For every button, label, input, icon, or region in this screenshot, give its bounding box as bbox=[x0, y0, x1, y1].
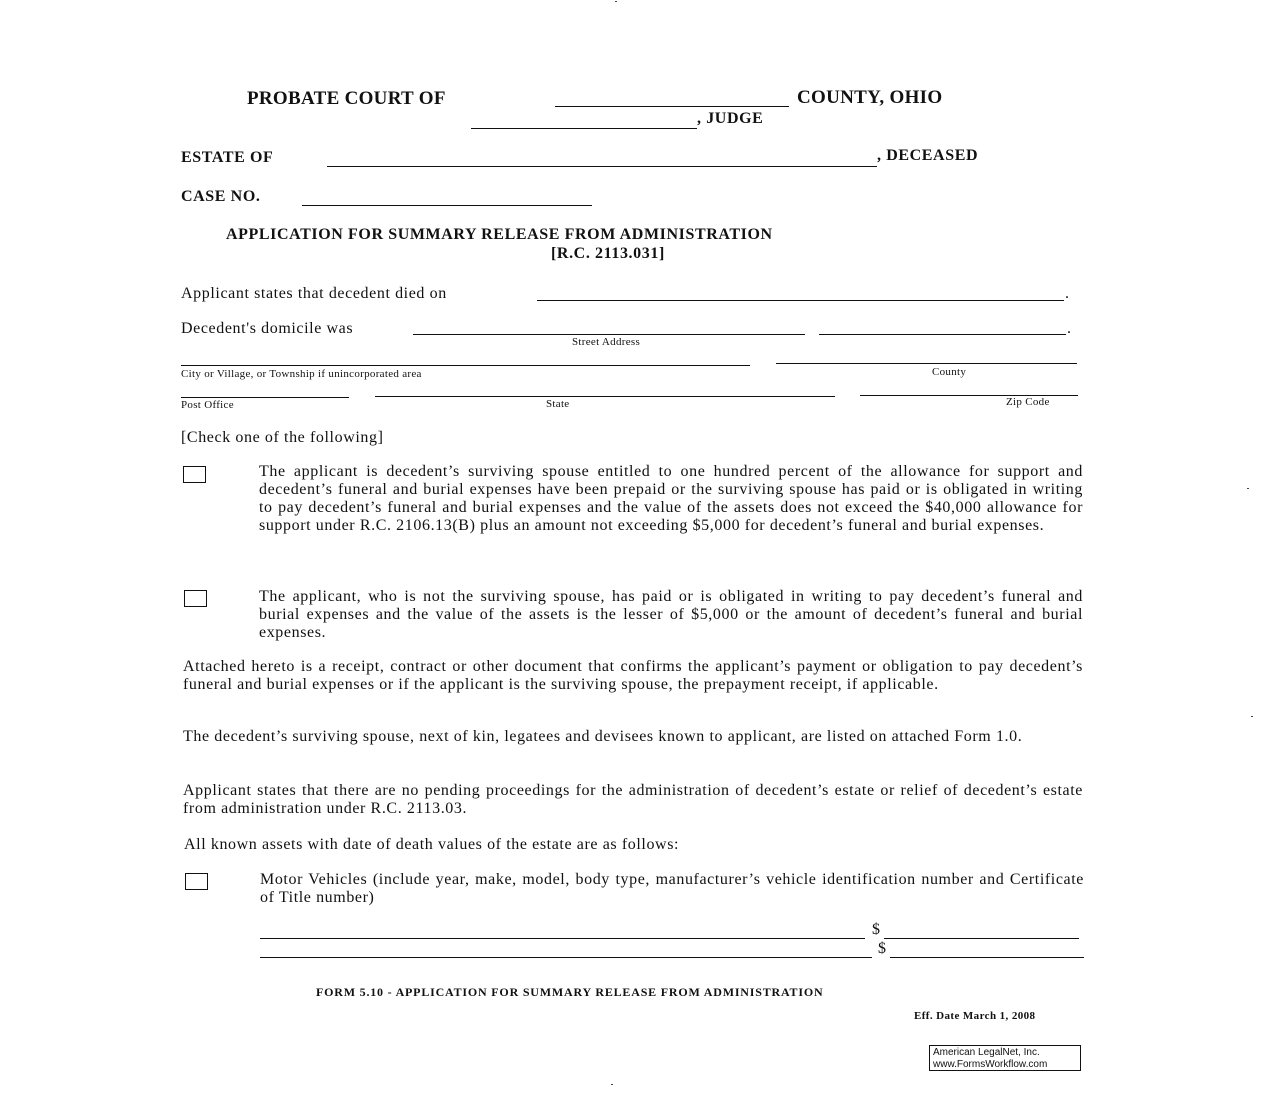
next-of-kin-paragraph: The decedent’s surviving spouse, next of kin, legatees and devisees known to applicant, are listed on attached Form 1.0. bbox=[183, 728, 1023, 745]
city-blank[interactable] bbox=[181, 365, 750, 366]
decedent-name-blank[interactable] bbox=[327, 166, 877, 167]
post-office-caption: Post Office bbox=[181, 399, 234, 411]
surviving-spouse-checkbox[interactable] bbox=[183, 466, 206, 483]
case-number-blank[interactable] bbox=[302, 205, 592, 206]
motor-vehicles-text: Motor Vehicles (include year, make, model, body type, manufacturer’s vehicle identification number and Certificate of Title number) bbox=[260, 871, 1084, 906]
street-address-blank[interactable] bbox=[413, 334, 805, 335]
judge-name-blank[interactable] bbox=[471, 128, 697, 129]
vehicle-description-blank-1[interactable] bbox=[260, 938, 865, 939]
domicile-period: . bbox=[1067, 320, 1072, 337]
scan-speck bbox=[615, 1, 617, 2]
logo-website: www.FormsWorkflow.com bbox=[933, 1059, 1048, 1070]
court-prefix: PROBATE COURT OF bbox=[247, 88, 446, 109]
court-suffix: COUNTY, OHIO bbox=[797, 87, 943, 108]
case-number-label: CASE NO. bbox=[181, 188, 261, 205]
estate-label: ESTATE OF bbox=[181, 149, 274, 166]
post-office-blank[interactable] bbox=[181, 397, 349, 398]
scan-speck bbox=[611, 1084, 613, 1085]
domicile-label: Decedent's domicile was bbox=[181, 320, 354, 337]
zip-code-caption: Zip Code bbox=[1006, 396, 1050, 408]
scan-speck bbox=[1247, 488, 1249, 489]
state-caption: State bbox=[546, 398, 570, 410]
died-on-period: . bbox=[1065, 285, 1070, 302]
no-pending-proceedings-paragraph: Applicant states that there are no pending proceedings for the administration of decedent’s estate or relief of decedent’s estate from administration under R.C. 2113.03. bbox=[183, 782, 1083, 817]
city-caption: City or Village, or Township if unincorporated area bbox=[181, 368, 422, 380]
attached-receipt-paragraph: Attached hereto is a receipt, contract or other document that confirms the applicant’s payment or obligation to pay decedent’s funeral and burial expenses or if the applicant is the surviving spouse, the prepayment receipt, if applicable. bbox=[183, 658, 1083, 693]
logo-company: American LegalNet, Inc. bbox=[933, 1047, 1040, 1058]
footer-form-title: FORM 5.10 - APPLICATION FOR SUMMARY RELEASE FROM ADMINISTRATION bbox=[316, 985, 824, 999]
american-legalnet-logo bbox=[929, 1045, 1081, 1071]
assets-intro: All known assets with date of death values of the estate are as follows: bbox=[184, 836, 680, 853]
county-blank[interactable] bbox=[776, 363, 1077, 364]
statute-reference: [R.C. 2113.031] bbox=[551, 245, 665, 262]
non-spouse-checkbox[interactable] bbox=[184, 590, 207, 607]
vehicle-value-blank-2[interactable] bbox=[890, 957, 1084, 958]
effective-date: Eff. Date March 1, 2008 bbox=[914, 1010, 1036, 1022]
judge-label: , JUDGE bbox=[697, 110, 764, 127]
county-caption: County bbox=[932, 366, 967, 378]
state-blank[interactable] bbox=[375, 396, 835, 397]
deceased-label: , DECEASED bbox=[877, 147, 979, 164]
died-on-label: Applicant states that decedent died on bbox=[181, 285, 447, 302]
form-title: APPLICATION FOR SUMMARY RELEASE FROM ADMINISTRATION bbox=[226, 226, 773, 243]
motor-vehicles-checkbox[interactable] bbox=[185, 873, 208, 890]
currency-sign-2: $ bbox=[878, 940, 887, 957]
check-instruction: [Check one of the following] bbox=[181, 429, 384, 446]
street-address-caption: Street Address bbox=[572, 336, 641, 348]
vehicle-value-blank-1[interactable] bbox=[884, 938, 1079, 939]
date-of-death-blank[interactable] bbox=[537, 300, 1064, 301]
scan-speck bbox=[1251, 716, 1253, 717]
non-spouse-option-text: The applicant, who is not the surviving spouse, has paid or is obligated in writing to pay decedent’s funeral and burial expenses and the value of the assets is the lesser of $5,000 or the amount of decedent’s funeral and burial expenses. bbox=[259, 588, 1083, 641]
street-address-blank-2[interactable] bbox=[819, 334, 1066, 335]
surviving-spouse-option-text: The applicant is decedent’s surviving spouse entitled to one hundred percent of the allowance for support and decedent’s funeral and burial expenses have been prepaid or the surviving spouse has paid or is obligated in writing to pay decedent’s funeral and burial expenses and the value of the assets does not exceed the $40,000 allowance for support under R.C. 2106.13(B) plus an amount not exceeding $5,000 for decedent’s funeral and burial expenses. bbox=[259, 463, 1083, 534]
vehicle-description-blank-2[interactable] bbox=[260, 957, 872, 958]
county-name-blank[interactable] bbox=[555, 106, 789, 107]
currency-sign-1: $ bbox=[872, 921, 881, 938]
